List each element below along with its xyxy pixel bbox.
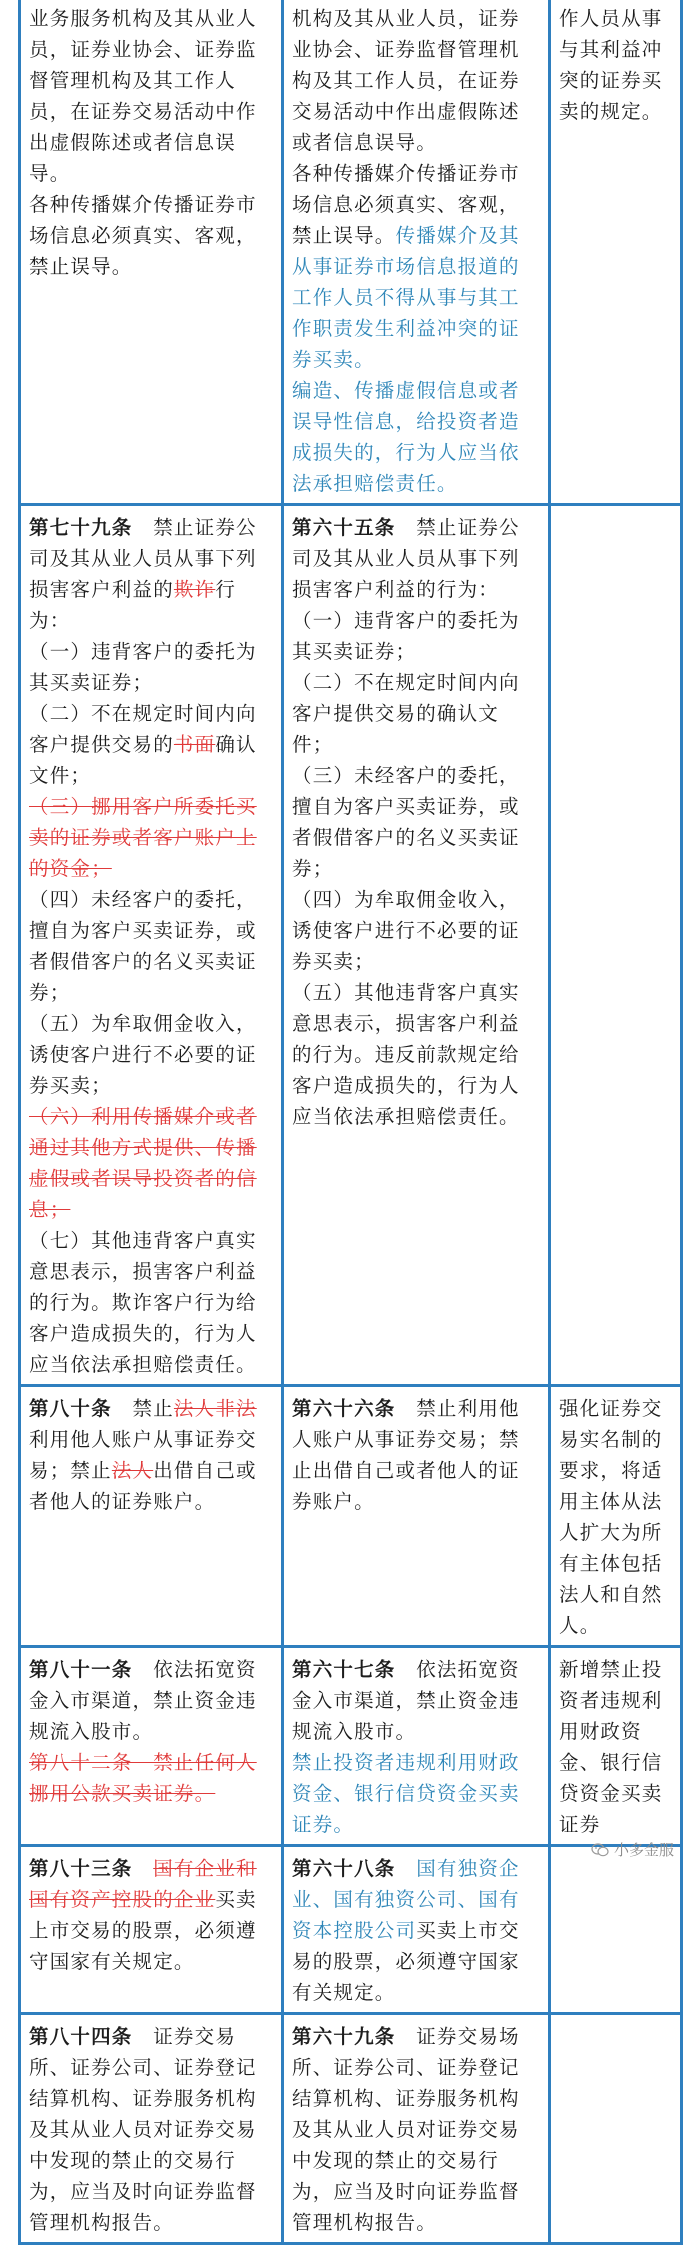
comparison-table-body bbox=[20, 0, 682, 2244]
paragraph bbox=[559, 1654, 672, 1840]
paragraph bbox=[29, 512, 273, 636]
text-segment: 利用他人账户从事证券交易；禁止 bbox=[29, 1428, 257, 1482]
text-segment: 买卖上市交易的股票，必须遵守国家有关规定。 bbox=[292, 1919, 520, 2004]
text-segment: （四）未经客户的委托，擅自为客户买卖证券，或者假借客户的名义买卖证券； bbox=[29, 888, 257, 1004]
added-text: 编造、传播虚假信息或者误导性信息，给投资者造成损失的，行为人应当依法承担赔偿责任。 bbox=[292, 379, 520, 495]
table-row bbox=[20, 2014, 682, 2244]
paragraph bbox=[29, 1654, 273, 1747]
deleted-text: 法人非法 bbox=[173, 1397, 257, 1420]
text-segment: 业务服务机构及其从业人员，证券业协会、证券监督管理机构及其工作人员，在证券交易活动中作出虚假陈述或者信息误导。 bbox=[29, 7, 257, 185]
text-segment: 禁止利用他人账户从事证券交易；禁止出借自己或者他人的证券账户。 bbox=[292, 1397, 520, 1513]
text-segment: （一）违背客户的委托为其买卖证券； bbox=[292, 609, 520, 663]
text-segment: 行为： bbox=[29, 578, 237, 632]
paragraph bbox=[292, 1747, 540, 1840]
text-segment: 依法拓宽资金入市渠道，禁止资金违规流入股市。 bbox=[29, 1658, 257, 1743]
added-text: 国有独资企业、国有独资公司、国有资本控股公司 bbox=[292, 1857, 520, 1942]
text-segment bbox=[133, 1857, 154, 1880]
paragraph bbox=[292, 1654, 540, 1747]
new-text-cell bbox=[283, 1846, 550, 2014]
deleted-text: 第八十二条 禁止任何人挪用公款买卖证券。 bbox=[29, 1751, 257, 1805]
text-segment: （二）不在规定时间内向客户提供交易的 bbox=[29, 702, 257, 756]
comparison-table bbox=[18, 0, 683, 2245]
paragraph bbox=[292, 977, 540, 1132]
paragraph bbox=[559, 3, 672, 127]
paragraph bbox=[29, 1225, 273, 1380]
note-cell bbox=[550, 505, 682, 1386]
note-cell bbox=[550, 1647, 682, 1846]
added-text: 传播媒介及其从事证券市场信息报道的工作人员不得从事与其工作职责发生利益冲突的证券买卖。 bbox=[292, 224, 520, 371]
paragraph bbox=[29, 1393, 273, 1517]
text-segment: （二）不在规定时间内向客户提供交易的确认文件； bbox=[292, 671, 520, 756]
text-segment: 各种传播媒介传播证券市场信息必须真实、客观，禁止误导。 bbox=[292, 162, 520, 247]
text-segment: （一）违背客户的委托为其买卖证券； bbox=[29, 640, 257, 694]
article-heading: 第六十七条 bbox=[292, 1658, 396, 1681]
paragraph bbox=[29, 698, 273, 791]
paragraph bbox=[29, 791, 273, 884]
paragraph bbox=[29, 2021, 273, 2238]
text-segment: 禁止证券公司及其从业人员从事下列损害客户利益的 bbox=[29, 516, 257, 601]
wechat-icon bbox=[591, 1843, 609, 1857]
article-heading: 第六十六条 bbox=[292, 1397, 396, 1420]
paragraph bbox=[292, 3, 540, 158]
new-text-cell bbox=[283, 505, 550, 1386]
paragraph bbox=[292, 2021, 540, 2238]
paragraph bbox=[292, 884, 540, 977]
old-text-cell bbox=[20, 1846, 283, 2014]
new-text-cell bbox=[283, 2014, 550, 2244]
paragraph bbox=[292, 667, 540, 760]
text-segment: （四）为牟取佣金收入，诱使客户进行不必要的证券买卖； bbox=[292, 888, 520, 973]
deleted-text: （三）挪用客户所委托买卖的证券或者客户账户上的资金； bbox=[29, 795, 257, 880]
paragraph bbox=[29, 1747, 273, 1809]
table-row bbox=[20, 1846, 682, 2014]
paragraph bbox=[29, 636, 273, 698]
paragraph bbox=[292, 375, 540, 499]
text-segment: 机构及其从业人员，证券业协会、证券监督管理机构及其工作人员，在证券交易活动中作出虚假陈述或者信息误导。 bbox=[292, 7, 520, 154]
table-row bbox=[20, 1386, 682, 1647]
text-segment: 买卖上市交易的股票，必须遵守国家有关规定。 bbox=[29, 1888, 257, 1973]
deleted-text: 欺诈 bbox=[173, 578, 216, 601]
deleted-text: 国有企业和国有资产控股的企业 bbox=[29, 1857, 257, 1911]
watermark bbox=[591, 1839, 674, 1860]
text-segment: 出借自己或者他人的证券账户。 bbox=[29, 1459, 257, 1513]
paragraph bbox=[292, 512, 540, 605]
paragraph bbox=[292, 1393, 540, 1517]
new-text-cell bbox=[283, 1386, 550, 1647]
article-heading: 第八十三条 bbox=[29, 1857, 133, 1880]
paragraph bbox=[29, 1853, 273, 1977]
paragraph bbox=[29, 3, 273, 189]
table-row bbox=[20, 0, 682, 505]
old-text-cell bbox=[20, 1647, 283, 1846]
text-segment: 强化证券交易实名制的要求，将适用主体从法人扩大为所有主体包括法人和自然人。 bbox=[559, 1397, 663, 1637]
article-heading: 第六十五条 bbox=[292, 516, 396, 539]
watermark-text: 小多金服 bbox=[613, 1841, 674, 1859]
paragraph bbox=[292, 760, 540, 884]
deleted-text: （六）利用传播媒介或者通过其他方式提供、传播虚假或者误导投资者的信息； bbox=[29, 1105, 257, 1221]
deleted-text: 法人 bbox=[111, 1459, 154, 1482]
note-cell bbox=[550, 1846, 682, 2014]
text-segment: （五）其他违背客户真实意思表示，损害客户利益的行为。违反前款规定给客户造成损失的，行为人应当依法承担赔偿责任。 bbox=[292, 981, 520, 1128]
paragraph bbox=[29, 189, 273, 282]
article-heading: 第六十九条 bbox=[292, 2025, 396, 2048]
article-heading: 第八十条 bbox=[29, 1397, 112, 1420]
article-heading: 第六十八条 bbox=[292, 1857, 396, 1880]
table-row bbox=[20, 1647, 682, 1846]
text-segment: 各种传播媒介传播证券市场信息必须真实、客观，禁止误导。 bbox=[29, 193, 257, 278]
text-segment: 证券交易所、证券公司、证券登记结算机构、证券服务机构及其从业人员对证券交易中发现的禁止的交易行为，应当及时向证券监督管理机构报告。 bbox=[29, 2025, 257, 2234]
old-text-cell bbox=[20, 2014, 283, 2244]
note-cell bbox=[550, 0, 682, 505]
text-segment: 禁止证券公司及其从业人员从事下列损害客户利益的行为： bbox=[292, 516, 520, 601]
new-text-cell bbox=[283, 1647, 550, 1846]
paragraph bbox=[29, 884, 273, 1008]
new-text-cell bbox=[283, 0, 550, 505]
text-segment bbox=[396, 1857, 417, 1880]
article-heading: 第八十四条 bbox=[29, 2025, 133, 2048]
deleted-text: 书面 bbox=[173, 733, 216, 756]
text-segment: 新增禁止投资者违规利用财政资金、银行信贷资金买卖证券 bbox=[559, 1658, 663, 1836]
old-text-cell bbox=[20, 505, 283, 1386]
note-cell bbox=[550, 2014, 682, 2244]
text-segment: （七）其他违背客户真实意思表示，损害客户利益的行为。欺诈客户行为给客户造成损失的，行为人应当依法承担赔偿责任。 bbox=[29, 1229, 257, 1376]
text-segment: 禁止 bbox=[111, 1397, 174, 1420]
text-segment: 确认文件； bbox=[29, 733, 257, 787]
note-cell bbox=[550, 1386, 682, 1647]
added-text: 禁止投资者违规利用财政资金、银行信贷资金买卖证券。 bbox=[292, 1751, 520, 1836]
article-heading: 第七十九条 bbox=[29, 516, 133, 539]
table-row bbox=[20, 505, 682, 1386]
paragraph bbox=[29, 1101, 273, 1225]
text-segment: 作人员从事与其利益冲突的证券买卖的规定。 bbox=[559, 7, 663, 123]
paragraph bbox=[292, 158, 540, 375]
paragraph bbox=[559, 1393, 672, 1641]
text-segment: （五）为牟取佣金收入，诱使客户进行不必要的证券买卖； bbox=[29, 1012, 257, 1097]
text-segment: （三）未经客户的委托，擅自为客户买卖证券，或者假借客户的名义买卖证券； bbox=[292, 764, 520, 880]
paragraph bbox=[29, 1008, 273, 1101]
text-segment: 依法拓宽资金入市渠道，禁止资金违规流入股市。 bbox=[292, 1658, 520, 1743]
paragraph bbox=[292, 1853, 540, 2008]
old-text-cell bbox=[20, 1386, 283, 1647]
paragraph bbox=[292, 605, 540, 667]
text-segment: 证券交易场所、证券公司、证券登记结算机构、证券服务机构及其从业人员对证券交易中发现的禁止的交易行为，应当及时向证券监督管理机构报告。 bbox=[292, 2025, 520, 2234]
article-heading: 第八十一条 bbox=[29, 1658, 133, 1681]
old-text-cell bbox=[20, 0, 283, 505]
